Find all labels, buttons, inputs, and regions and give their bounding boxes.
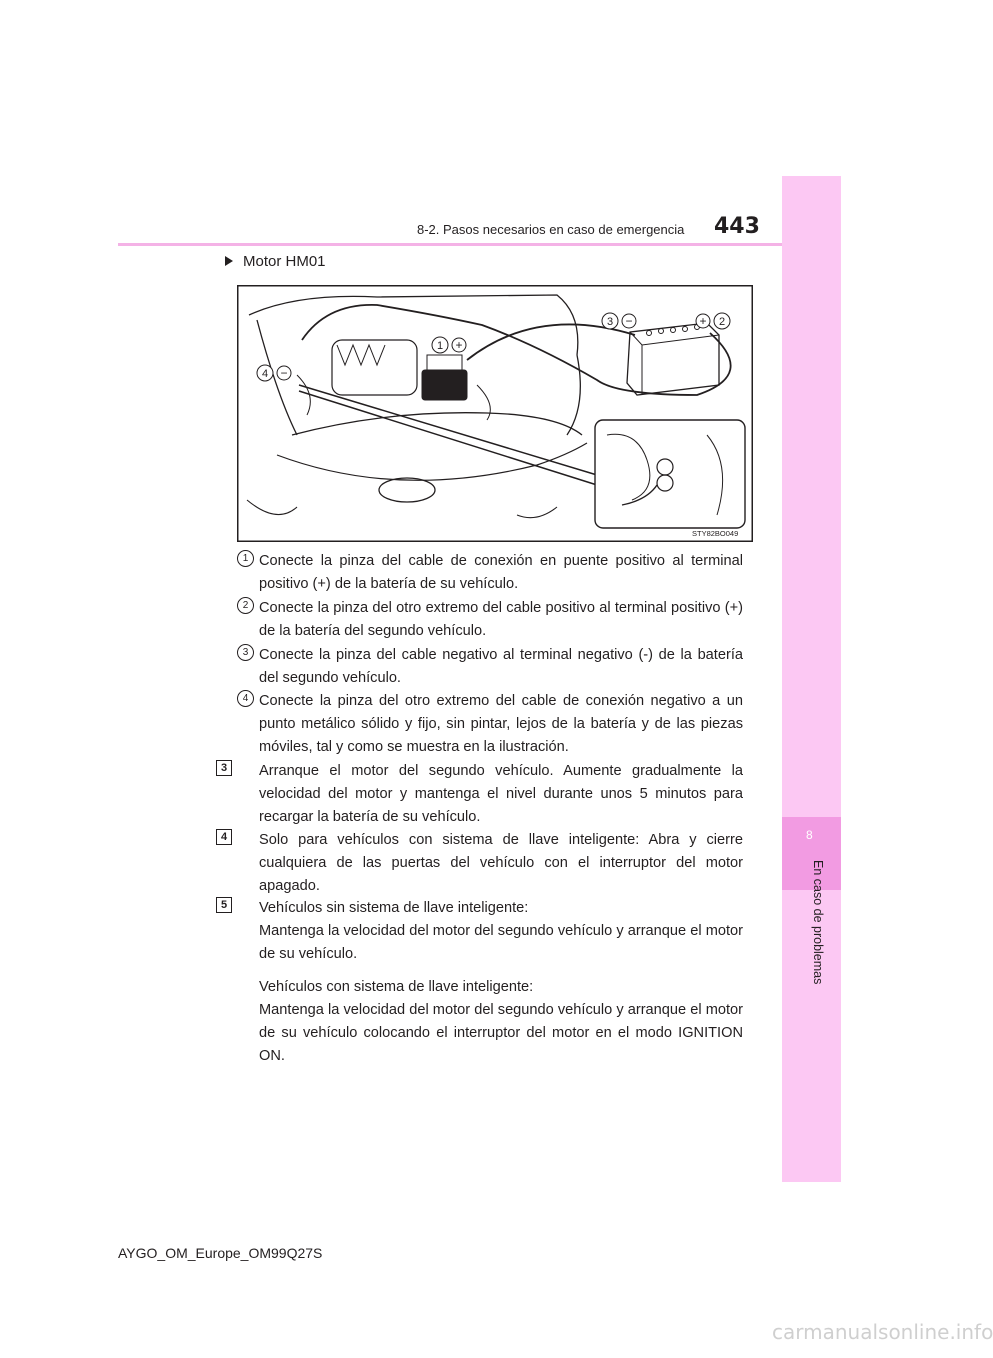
subsection-label: Motor HM01 xyxy=(243,253,326,270)
item-number: 4 xyxy=(237,690,254,707)
step-number: 5 xyxy=(216,897,232,913)
item-number: 1 xyxy=(237,550,254,567)
step-text xyxy=(259,897,743,1068)
page-number: 443 xyxy=(714,214,760,239)
step-text: Arranque el motor del segundo vehículo. Aumente gradualmente la velocidad del motor y mantenga el nivel durante unos 5 minutos para recargar la batería de su vehículo. xyxy=(259,763,743,825)
step-5-para1-body: Mantenga la velocidad del motor del segundo vehículo y arranque el motor de su vehículo. xyxy=(259,923,743,962)
chapter-title: En caso de problemas xyxy=(811,860,825,985)
callout-3-label: 3 xyxy=(606,316,614,328)
svg-text:−: − xyxy=(280,366,288,380)
callout-2-label: 2 xyxy=(718,316,726,328)
section-title: 8-2. Pasos necesarios en caso de emergencia xyxy=(417,222,685,237)
engine-jump-start-illustration xyxy=(237,285,753,542)
item-text: Conecte la pinza del otro extremo del cable positivo al terminal positivo (+) de la batería del segundo vehículo. xyxy=(259,600,743,639)
svg-text:−: − xyxy=(625,314,633,328)
callout-1-label: 1 xyxy=(436,340,444,352)
document-code: AYGO_OM_Europe_OM99Q27S xyxy=(118,1245,323,1261)
watermark: carmanualsonline.info xyxy=(772,1320,993,1344)
svg-text:+: + xyxy=(699,314,707,328)
item-number: 2 xyxy=(237,597,254,614)
step-text: Solo para vehículos con sistema de llave inteligente: Abra y cierre cualquiera de las puertas del vehículo con el interruptor del motor apagado. xyxy=(259,832,743,894)
chapter-side-tab xyxy=(782,176,841,1182)
item-number: 3 xyxy=(237,644,254,661)
step-5-para2-body: Mantenga la velocidad del motor del segundo vehículo y arranque el motor de su vehículo colocando el interruptor del motor en el modo IGNITION ON. xyxy=(259,1002,743,1064)
step-5-para1-heading: Vehículos sin sistema de llave inteligente: xyxy=(259,900,529,916)
item-text: Conecte la pinza del cable negativo al terminal negativo (-) de la batería del segundo vehículo. xyxy=(259,647,743,686)
step-5-para2-heading: Vehículos con sistema de llave inteligente: xyxy=(259,979,534,995)
subsection-heading xyxy=(225,253,326,270)
figure-code: STY82BO049 xyxy=(692,529,739,538)
step-number: 4 xyxy=(216,829,232,845)
item-text: Conecte la pinza del cable de conexión en puente positivo al terminal positivo (+) de la batería de su vehículo. xyxy=(259,553,743,592)
header-rule xyxy=(118,243,782,246)
svg-text:+: + xyxy=(455,338,463,352)
triangle-bullet-icon xyxy=(225,256,233,266)
callout-4-label: 4 xyxy=(261,368,269,380)
chapter-number: 8 xyxy=(806,828,813,842)
item-text: Conecte la pinza del otro extremo del cable de conexión negativo a un punto metálico sólido y fijo, sin pintar, lejos de la batería y de las piezas móviles, tal y como se muestra en la ilustración. xyxy=(259,693,743,755)
step-number: 3 xyxy=(216,760,232,776)
